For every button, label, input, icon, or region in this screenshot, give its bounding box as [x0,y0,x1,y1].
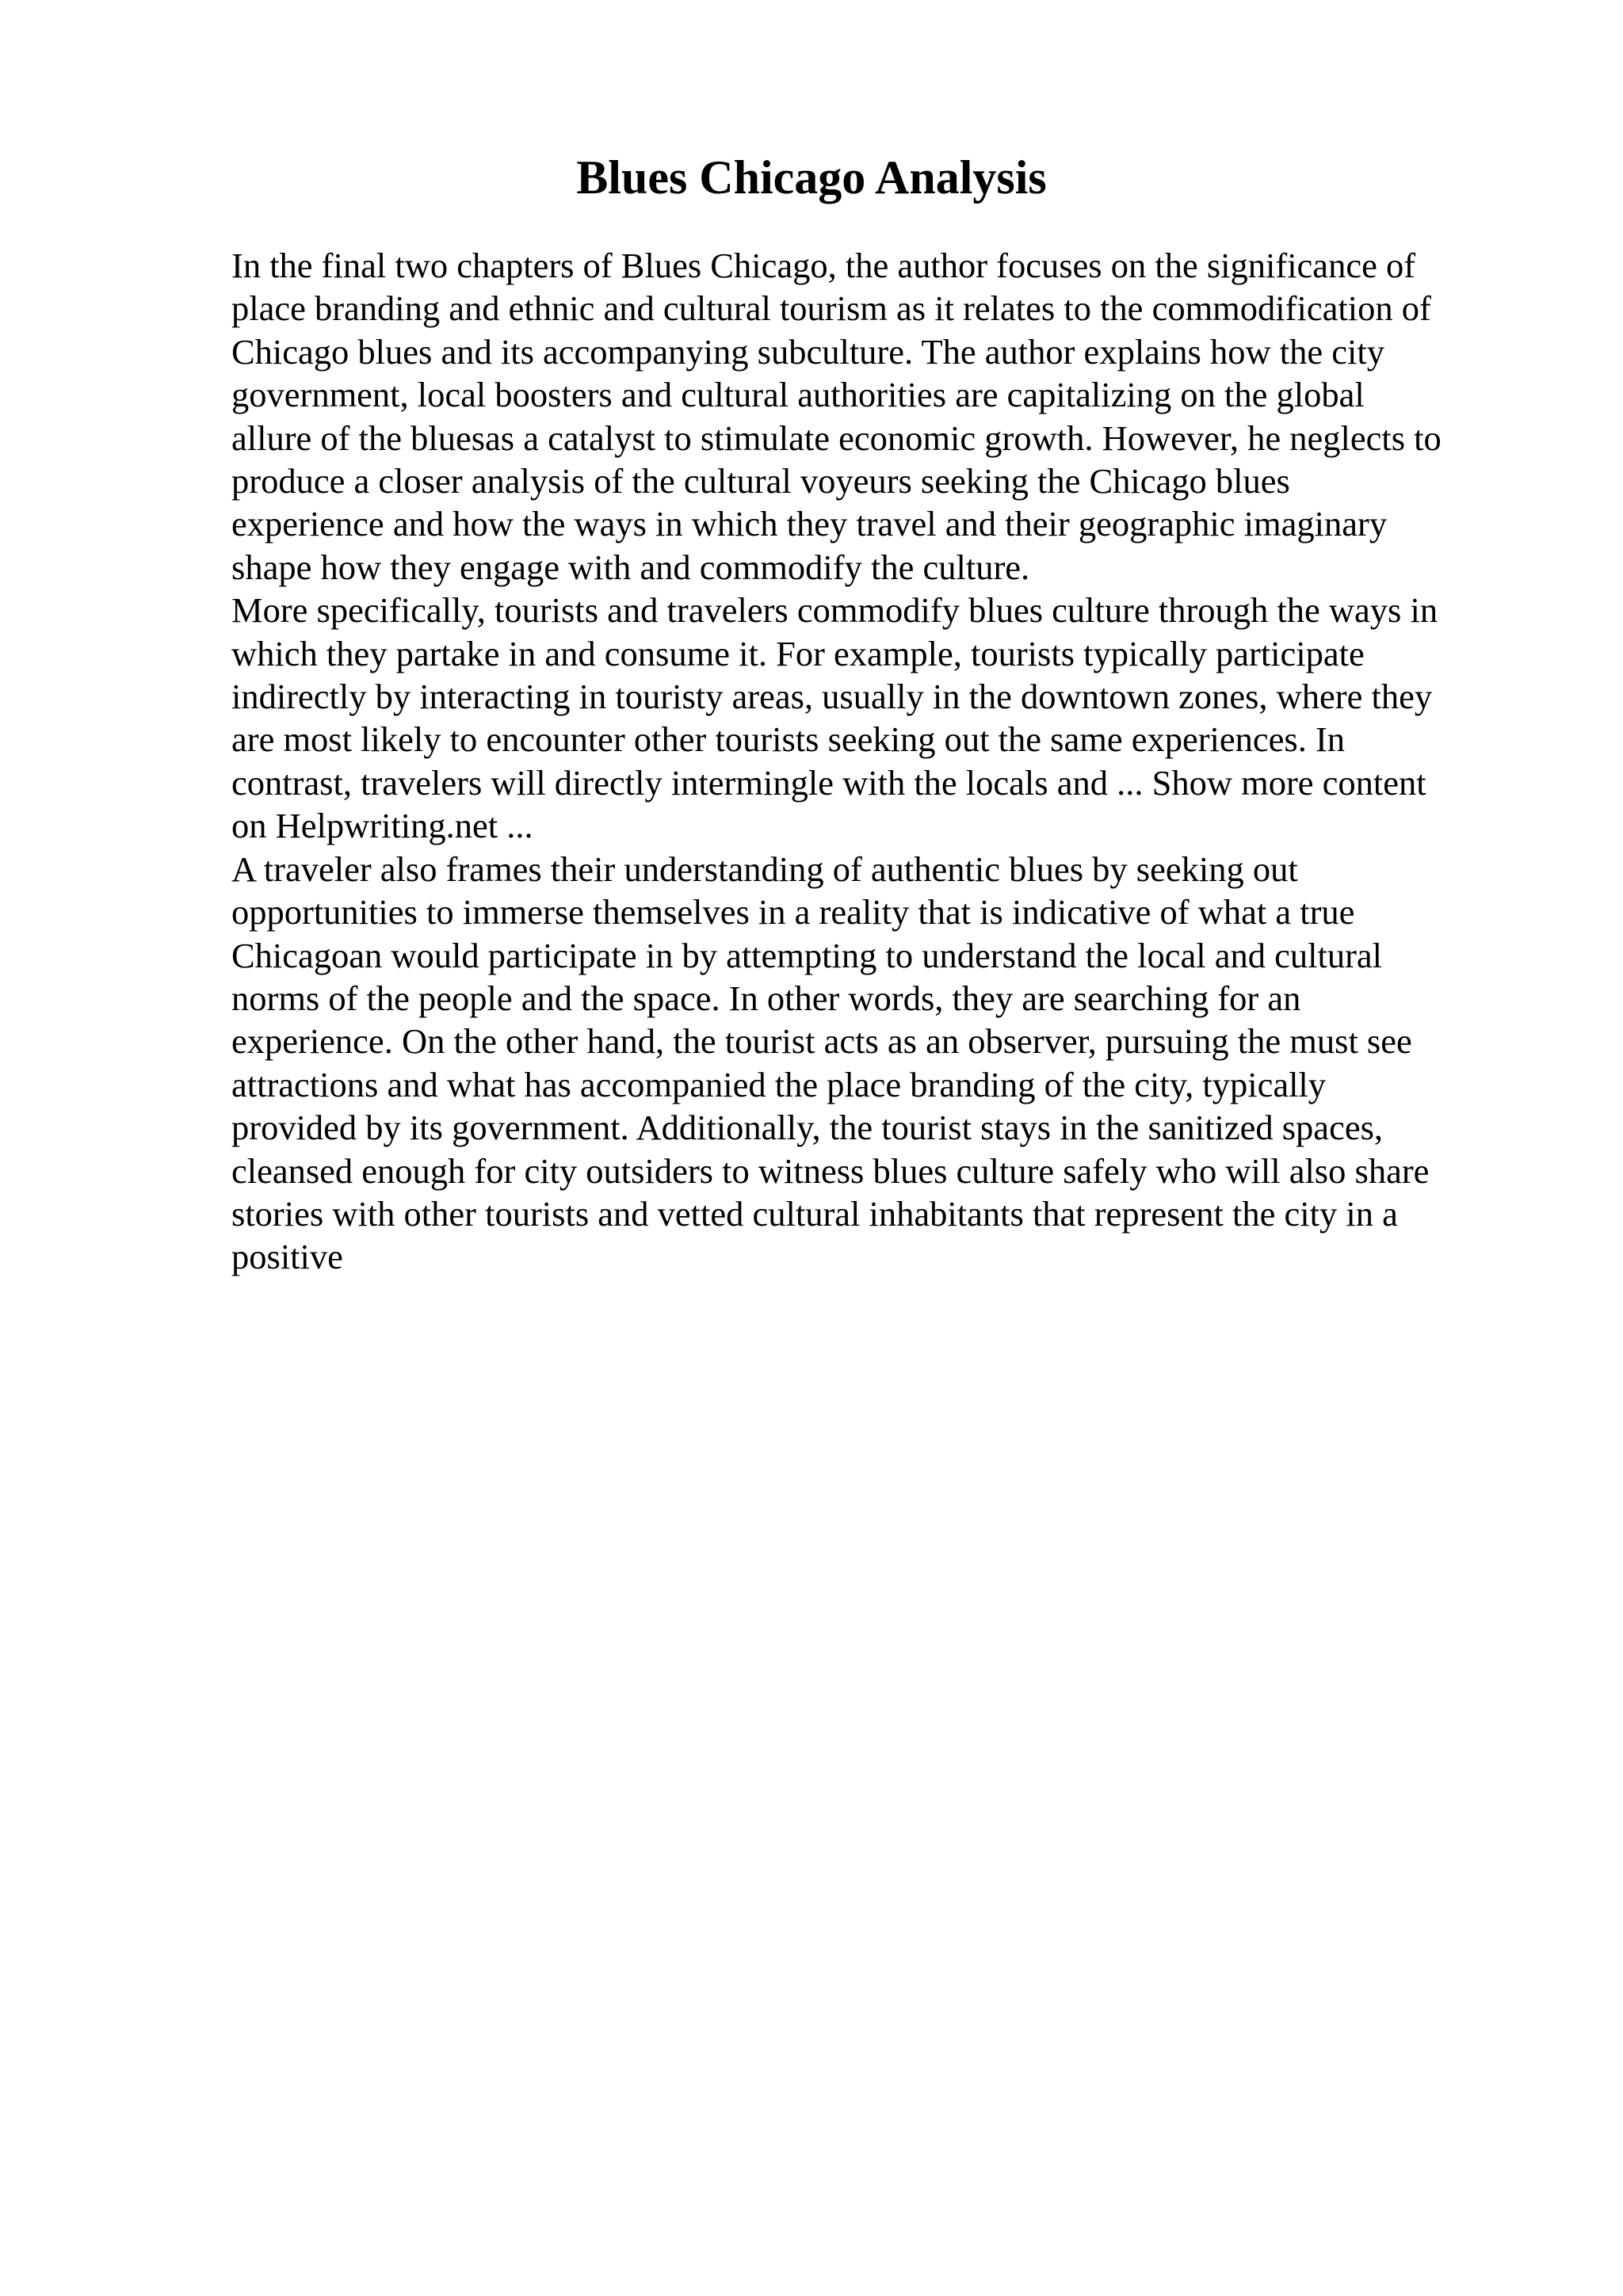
text-line: Chicagoan would participate in by attempting to understand the local and cultural [231,935,1383,975]
text-line: contrast, travelers will directly intermingle with the locals and ... Show more content [231,762,1426,803]
text-line: shape how they engage with and commodify the culture. [231,547,1030,587]
page-title: Blues Chicago Analysis [576,151,1047,204]
text-line: place branding and ethnic and cultural tourism as it relates to the commodification of [231,288,1431,329]
text-line: indirectly by interacting in touristy areas, usually in the downtown zones, where they [231,677,1433,717]
text-line: experience. On the other hand, the tourist acts as an observer, pursuing the must see [231,1021,1412,1062]
text-line: are most likely to encounter other tourists seeking out the same experiences. In [231,719,1346,760]
text-line: cleansed enough for city outsiders to witness blues culture safely who will also share [231,1150,1430,1191]
text-line: More specifically, tourists and travelers commodify blues culture through the ways in [231,590,1438,631]
text-line: A traveler also frames their understanding of authentic blues by seeking out [231,849,1298,889]
text-line: allure of the bluesas a catalyst to stimulate economic growth. However, he neglects to [231,418,1442,458]
text-line: experience and how the ways in which they travel and their geographic imaginary [231,504,1388,544]
text-line: on Helpwriting.net ... [231,806,533,846]
text-line: In the final two chapters of Blues Chicago, the author focuses on the significance of [231,246,1416,285]
text-line: which they partake in and consume it. For example, tourists typically participate [231,633,1365,673]
text-line: government, local boosters and cultural authorities are capitalizing on the global [231,375,1365,415]
body-text [231,244,1594,1279]
text-line: provided by its government. Additionally, the tourist stays in the sanitized spaces, [231,1108,1384,1148]
text-line: stories with other tourists and vetted cultural inhabitants that represent the city in a [231,1193,1398,1234]
text-line: opportunities to immerse themselves in a reality that is indicative of what a true [231,892,1355,933]
text-line: attractions and what has accompanied the place branding of the city, typically [231,1064,1327,1104]
text-line: positive [231,1237,343,1277]
text-line: Chicago blues and its accompanying subculture. The author explains how the city [231,331,1384,372]
text-line: norms of the people and the space. In other words, they are searching for an [231,978,1301,1018]
text-line: produce a closer analysis of the cultural voyeurs seeking the Chicago blues [231,461,1290,502]
